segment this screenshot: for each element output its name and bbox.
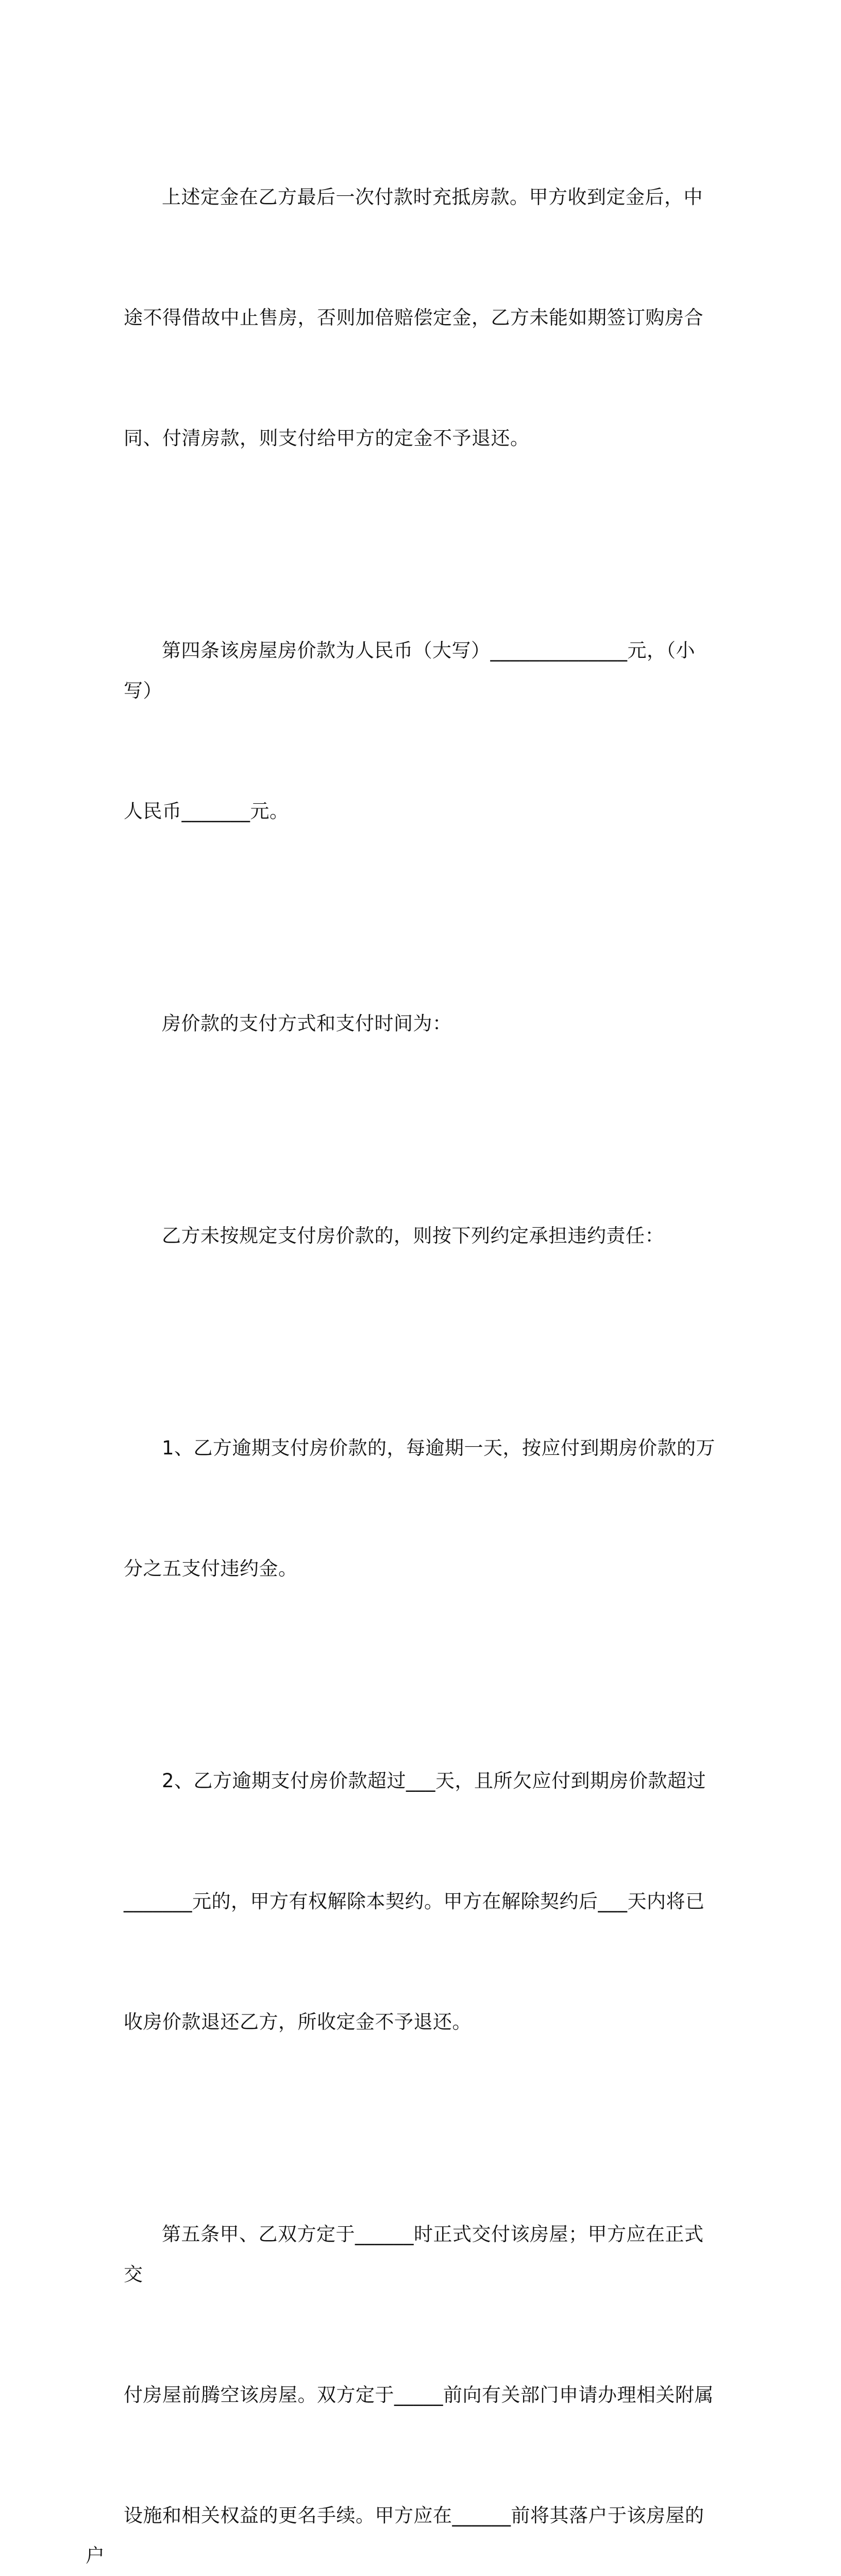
paragraph-line: 途不得借故中止售房，否则加倍赔偿定金，乙方未能如期签订购房合 [124, 307, 703, 329]
document-body [86, 97, 721, 2576]
paragraph-buyer-liability-2 [124, 1681, 721, 2123]
paragraph-line: _______元的，甲方有权解除本契约。甲方在解除契约后___天内将已 [124, 1890, 705, 1912]
paragraph-buyer-liability-1 [124, 1348, 721, 1669]
paragraph-article-4-price [124, 550, 721, 912]
paragraph-line: 乙方未按规定支付房价款的，则按下列约定承担违约责任： [162, 1225, 664, 1247]
paragraph-line: 房价款的支付方式和支付时间为： [162, 1012, 452, 1035]
paragraph-line: 1、乙方逾期支付房价款的，每逾期一天，按应付到期房价款的万 [162, 1437, 716, 1459]
paragraph-line: 第五条甲、乙双方定于______时正式交付该房屋；甲方应在正式交 [124, 2223, 704, 2285]
paragraph-line: 上述定金在乙方最后一次付款时充抵房款。甲方收到定金后，中 [162, 186, 703, 208]
paragraph-line: 人民币_______元。 [124, 800, 289, 822]
paragraph-line: 付房屋前腾空该房屋。双方定于_____前向有关部门申请办理相关附属 [124, 2384, 714, 2406]
paragraph-payment-method [124, 923, 721, 1124]
paragraph-line: 2、乙方逾期支付房价款超过___天，且所欠应付到期房价款超过 [162, 1770, 707, 1792]
paragraph-line: 设施和相关权益的更名手续。甲方应在______前将其落户于该房屋的户 [86, 2504, 704, 2567]
paragraph-line: 收房价款退还乙方，所收定金不予退还。 [124, 2011, 472, 2033]
paragraph-line: 分之五支付违约金。 [124, 1557, 298, 1580]
paragraph-line: 第四条该房屋房价款为人民币（大写）______________元，（小写） [124, 639, 695, 702]
paragraph-line: 同、付清房款，则支付给甲方的定金不予退还。 [124, 427, 530, 449]
paragraph-article-5-delivery [86, 2134, 721, 2576]
paragraph-deposit-offset [124, 97, 721, 539]
paragraph-buyer-liability-intro [124, 1136, 721, 1336]
